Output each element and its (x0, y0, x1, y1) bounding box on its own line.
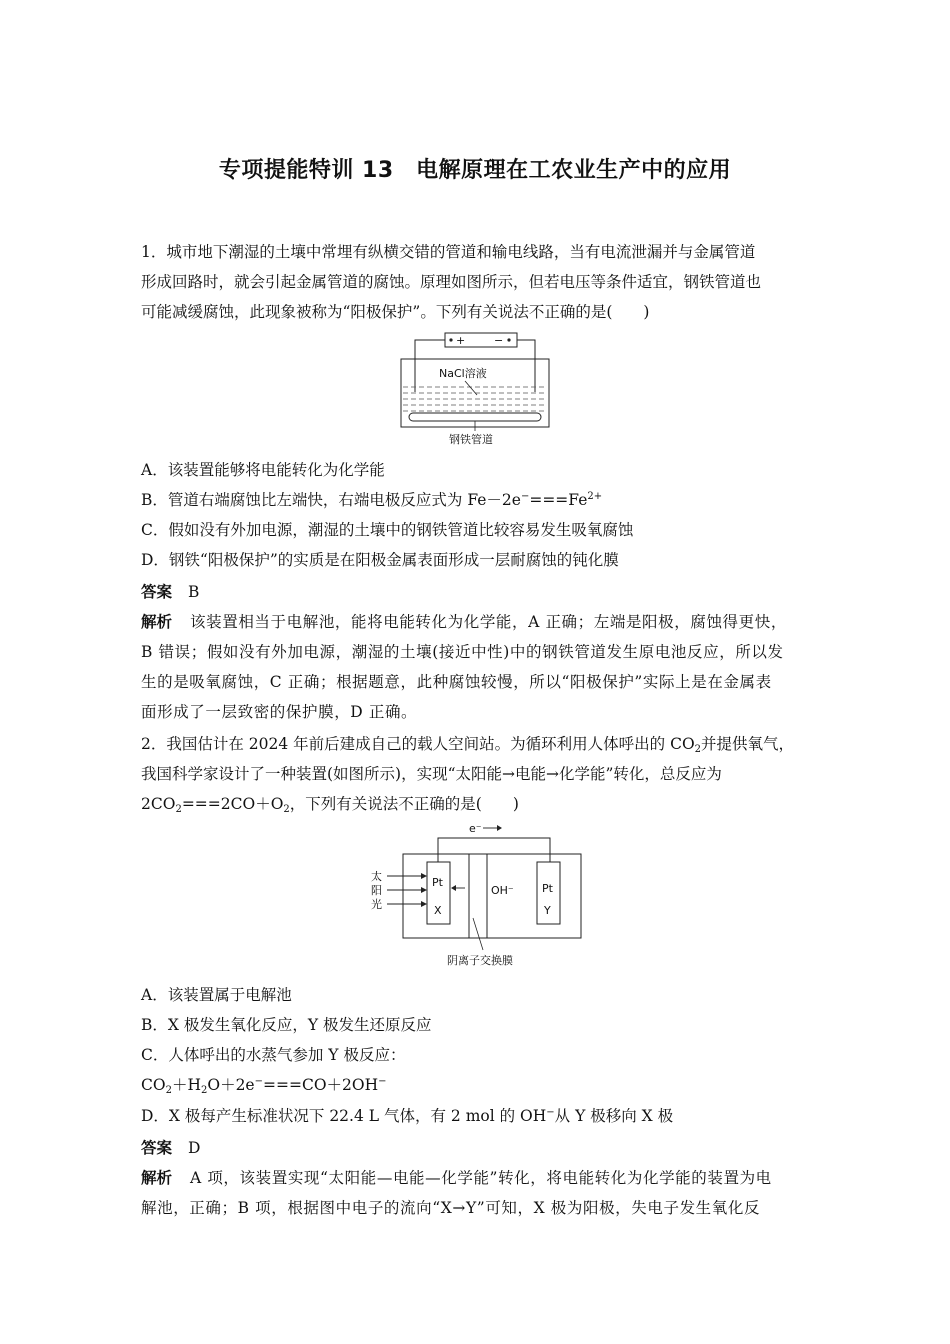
electron-label: e⁻ (469, 822, 482, 835)
q2-option-b: B．X 极发生氧化反应，Y 极发生还原反应 (141, 1016, 432, 1034)
membrane-label: 阴离子交换膜 (447, 954, 513, 967)
q1-figure (395, 327, 555, 449)
q2-analysis-line-2: 解池，正确；B 项，根据图中电子的流向“X→Y”可知，X 极为阳极，失电子发生氧化反 (141, 1199, 761, 1217)
q2-figure (365, 818, 595, 970)
q1-option-d: D．钢铁“阳极保护”的实质是在阳极金属表面形成一层耐腐蚀的钝化膜 (141, 551, 619, 569)
steel-pipe (409, 413, 541, 421)
battery-minus-label: − (494, 334, 504, 347)
battery-plus-label: + (456, 334, 466, 347)
q1-analysis-line-2: B 错误；假如没有外加电源，潮湿的土壤(接近中性)中的钢铁管道发生原电池反应，所以发 (141, 643, 784, 661)
q1-analysis-line-4: 面形成了一层致密的保护膜，D 正确。 (141, 703, 418, 721)
q2-option-c: C．人体呼出的水蒸气参加 Y 极反应： (141, 1046, 406, 1064)
left-electrode-x-label: X (434, 904, 442, 917)
q2-stem-line-2: 我国科学家设计了一种装置(如图所示)，实现“太阳能→电能→化学能”转化，总反应为 (141, 765, 722, 783)
q1-option-c: C．假如没有外加电源，潮湿的土壤中的钢铁管道比较容易发生吸氧腐蚀 (141, 521, 634, 539)
q2-stem-line-1: 2．我国估计在 2024 年前后建成自己的载人空间站。为循环利用人体呼出的 $CO_2$并提供氧气， (141, 735, 795, 755)
q1-analysis-line-1: 解析 该装置相当于电解池，能将电能转化为化学能，A 正确；左端是阳极，腐蚀得更快， (141, 613, 787, 631)
q1-answer: 答案 B (141, 583, 200, 601)
q2-option-c-equation: $CO_2+H_2O+2e^-===CO+2OH^-$ (141, 1076, 387, 1096)
nacl-solution-label: NaCl溶液 (439, 367, 487, 380)
q2-analysis-line-1: 解析 A 项，该装置实现“太阳能—电能—化学能”转化，将电能转化为化学能的装置为电 (141, 1169, 772, 1187)
anion-exchange-membrane (469, 854, 487, 938)
sunlight-char-3: 光 (371, 898, 382, 911)
page-title: 专项提能特训 13 电解原理在工农业生产中的应用 (218, 158, 732, 183)
left-electrode-pt-label: Pt (432, 876, 443, 889)
hydroxide-ion-label: OH⁻ (491, 884, 514, 897)
right-electrode-pt-label: Pt (542, 882, 553, 895)
sunlight-arrows-icon (387, 873, 427, 907)
q1-stem-line-1: 1．城市地下潮湿的土壤中常埋有纵横交错的管道和输电线路，当有电流泄漏并与金属管道 (141, 243, 756, 261)
steel-pipe-label: 钢铁管道 (449, 433, 493, 446)
sunlight-char-1: 太 (371, 870, 382, 883)
q2-answer: 答案 D (141, 1139, 201, 1157)
q1-stem-line-3: 可能减缓腐蚀，此现象被称为“阳极保护”。下列有关说法不正确的是( ) (141, 303, 650, 321)
q2-option-d: D．X 极每产生标准状况下 22.4 L 气体，有 2 mol 的 OH−从 Y 极移向 X 极 (141, 1107, 674, 1125)
right-electrode-y-label: Y (544, 904, 551, 917)
q1-stem-line-2: 形成回路时，就会引起金属管道的腐蚀。原理如图所示，但若电压等条件适宜，钢铁管道也 (141, 273, 762, 291)
q1-analysis-line-3: 生的是吸氧腐蚀，C 正确；根据题意，此种腐蚀较慢，所以“阳极保护”实际上是在金属表 (141, 673, 772, 691)
sunlight-char-2: 阳 (371, 884, 382, 897)
q2-stem-line-3: $2CO_2===2CO+O_2$，下列有关说法不正确的是( ) (141, 795, 519, 815)
q2-option-a: A．该装置属于电解池 (141, 986, 292, 1004)
q1-option-b: B．管道右端腐蚀比左端快，右端电极反应式为 $Fe-2e^-===Fe^{2+}$ (141, 491, 603, 509)
q1-option-a: A．该装置能够将电能转化为化学能 (141, 461, 385, 479)
